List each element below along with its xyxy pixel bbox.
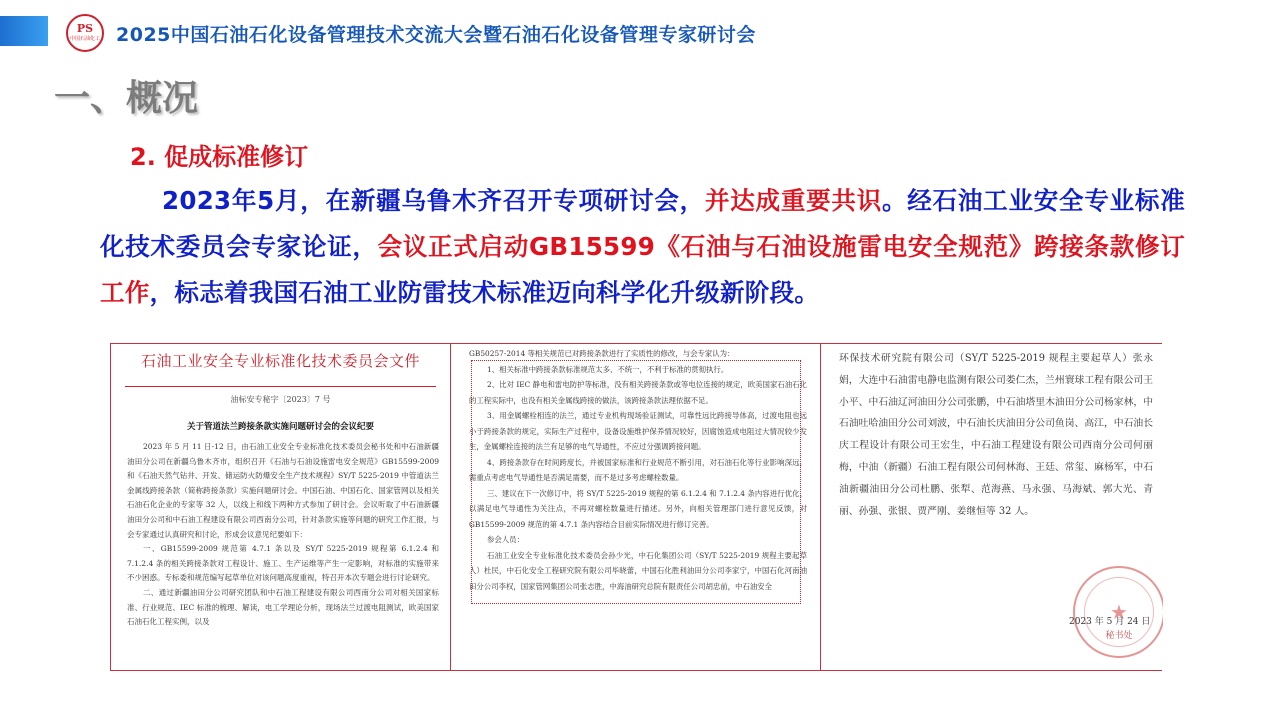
document-page-1-body <box>127 440 439 630</box>
logo-caption: 中国石油化工 <box>69 36 100 42</box>
paragraph-part-1: 2023年5月，在新疆乌鲁木齐召开专项研讨会， <box>162 186 705 215</box>
attendees-list: 石油工业安全专业标准化技术委员会孙少光，中石化集团公司（SY/T 5225-2019 规程主要起草人）杜民，中石化安全工程研究院有限公司毕晓蕾，中国石化胜利油田分公司李家宁，中国石化河南油田分公司李权，国家管网集团公司张志胜，中海油研究总院有限责任公司胡忠前，中石油安全 <box>469 550 807 591</box>
document-list-item: 3、用金属螺栓相连的法兰，通过专业机构现场验证测试，可靠性远比跨接导体高，过渡电阻也远小于跨接条款的规定，实际生产过程中，设备设施维护保养情况较好，因腐蚀造成电阻过大情况较少发生，金属螺栓连接的法兰有足够的电气导通性，不应过分强调跨接问题。 <box>469 411 807 451</box>
paragraph-part-5: ，标志着我国石油工业防雷技术标准迈向科学化升级新阶段。 <box>149 278 820 307</box>
document-page-3-body: 环保技术研究院有限公司（SY/T 5225-2019 规程主要起草人）张永娟，大连中石油雷电静电监测有限公司娄仁杰，兰州寰球工程有限公司王小平、中石油辽河油田分公司张鹏，中石油塔里木油田分公司杨家林，中石油吐哈油田分公司刘波，中石油长庆油田分公司鱼岗、高江，中石油长庆工程设计有限公司王宏生，中石油工程建设有限公司西南分公司何丽梅，中油（新疆）石油工程有限公司何林海、王廷、常玺、麻杨军，中石油新疆油田分公司杜鹏、张犁、范海燕、马永强、马海斌、郭大光、青丽、孙强、张银、贾严刚、姜继恒等 32 人。 <box>839 353 1153 517</box>
conference-title: 2025中国石油石化设备管理技术交流大会暨石油石化设备管理专家研讨会 <box>116 24 756 46</box>
document-date: 2023 年 5 月 24 日 <box>1069 617 1151 627</box>
conference-logo <box>66 14 104 52</box>
document-list-item: 三、建议在下一次修订中，将 SY/T 5225-2019 规程的第 6.1.2.4 和 7.1.2.4 条内容进行优化，以满足电气导通性为关注点，不再对螺栓数量进行描述。另外，向相关管理部门进行意见反馈，对 GB15599-2009 规范的第 4.7.1 条内容结合目前实际情况进行修订完善。 <box>469 488 807 529</box>
logo-text: PS <box>76 22 94 35</box>
header-accent-bar <box>0 16 48 46</box>
seal-label: 秘书处 <box>1105 631 1133 641</box>
document-list-item: 1、相关标准中跨接条款标准规范太多、不统一，不利于标准的贯彻执行。 <box>487 364 729 374</box>
attendees-label: 参会人员： <box>487 535 524 544</box>
section-title: 一、概况 <box>54 78 199 119</box>
document-paragraph: GB50257-2014 等相关规范已对跨接条款进行了实质性的修改，与会专家认为： <box>469 349 735 358</box>
document-scan-strip <box>110 343 1162 671</box>
paragraph-highlight-2: 会议正式启动GB15599《石油与石油设施雷电安全规范》跨接条款修订工作 <box>100 232 1185 307</box>
document-page-1 <box>111 344 451 670</box>
document-paragraph: 二、通过新疆油田分公司研究团队和中石油工程建设有限公司西南分公司对相关国家标准、行业规范、IEC 标准的梳理、解读，电工学理论分析，现场法兰过渡电阻测试，欧美国家石油石化工程实例，以及 <box>127 587 439 627</box>
document-page-3 <box>821 344 1163 670</box>
document-header-divider <box>125 386 436 387</box>
document-list-item: 2、比对 IEC 静电和雷电防护等标准，没有相关跨接条款或等电位连接的规定，欧美国家石油石化的工程实际中，也没有相关金属线跨接的做法，该跨接条款法理依据不足。 <box>469 380 807 405</box>
section-subtitle: 2. 促成标准修订 <box>130 143 309 171</box>
document-paragraph: 一、GB15599-2009 规范第 4.7.1 条以及 SY/T 5225-2019 规程第 6.1.2.4 和 7.1.2.4 条的相关跨接条款对工程设计、施工、生产运维等产生一定影响，对标准的实施带来不少困惑。专标委和规范编写起草单位对该问题高度重视，特召开本次专题会进行讨论研究。 <box>127 544 439 583</box>
seal-star-icon: ★ <box>1110 600 1128 624</box>
official-seal <box>1073 566 1163 658</box>
document-page-2-body <box>469 346 807 594</box>
document-subject: 关于管道法兰跨接条款实施问题研讨会的会议纪要 <box>186 422 374 432</box>
document-page-2 <box>451 344 821 670</box>
main-paragraph <box>100 178 1185 316</box>
paragraph-highlight-1: 并达成重要共识 <box>704 186 882 215</box>
paragraph-part-3: 。经石油工业安全专业标准化技术委员会专家论证， <box>100 186 1185 261</box>
document-number: 油标安专秘字〔2023〕7 号 <box>230 395 331 404</box>
document-list-item: 4、跨接条款存在时间跨度长，并被国家标准和行业规范不断引用，对石油石化等行业影响深远，需重点考虑电气导通性是否满足需要，而不是过多考虑螺栓数量。 <box>469 457 807 482</box>
document-org-title: 石油工业安全专业标准化技术委员会文件 <box>140 352 420 370</box>
document-paragraph: 2023 年 5 月 11 日-12 日，由石油工业安全专业标准化技术委员会秘书处和中石油新疆油田分公司在新疆乌鲁木齐市，组织召开《石油与石油设施雷电安全规范》GB15599-2009 和《石油天然气钻井、开发、储运防火防爆安全生产技术规程》SY/T 5225-2019 中管道法兰金属线跨接条款（简称跨接条款）实施问题研讨会。中国石油、中国石化、国家管网以及相关石油石化企业的专家等 32 人，以线上和线下两种方式参加了研讨会。会议听取了中石油新疆油田分公司和中石油工程建设有限公司西南分公司，针对条款实施等问题的研究工作汇报，与会专家通过认真研究和讨论，形成会议意见纪要如下： <box>127 442 439 539</box>
